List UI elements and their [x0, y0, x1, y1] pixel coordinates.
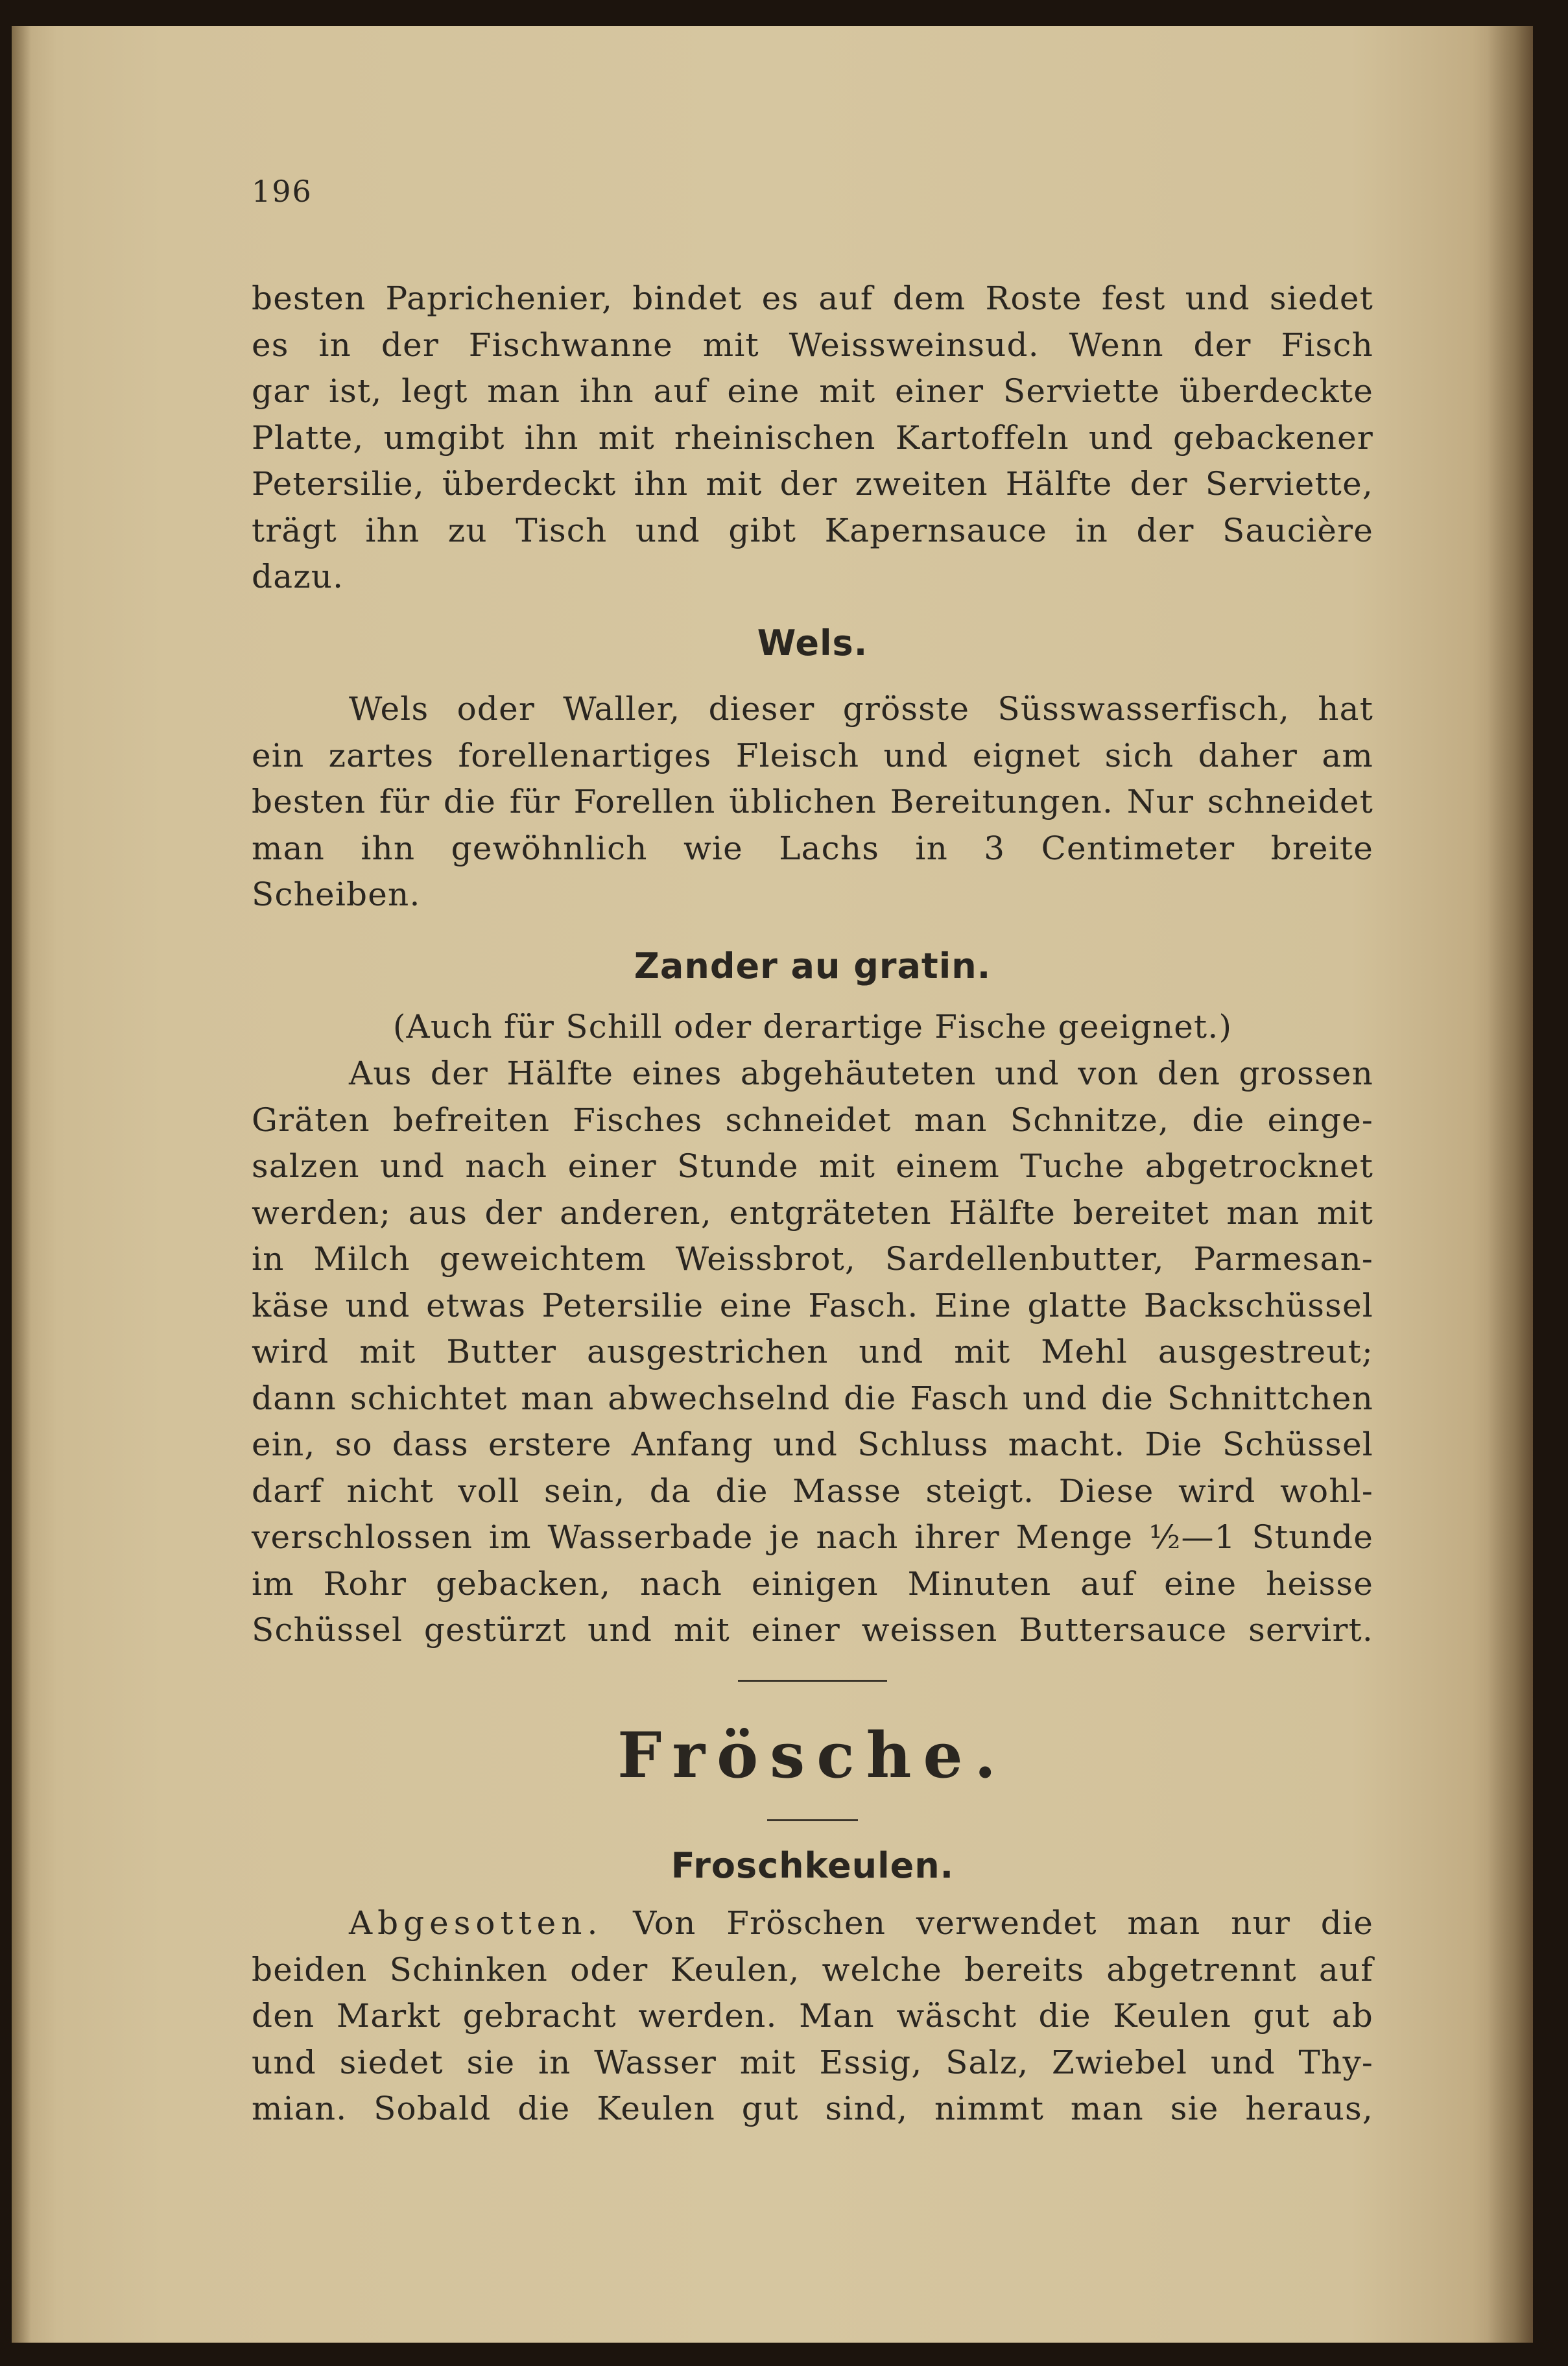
divider-rule	[738, 1680, 887, 1682]
section-heading-froschkeulen: Froschkeulen.	[671, 1845, 955, 1886]
text-line: wird mit Butter ausgestrichen und mit Mehl ausgestreut;	[252, 1333, 1373, 1370]
section-heading-zander: Zander au gratin.	[634, 946, 992, 986]
chapter-divider	[252, 1819, 1373, 1821]
text-line: dazu.	[252, 558, 344, 595]
froschkeulen-first-line-rest: Von Fröschen verwendet man nur die	[602, 1904, 1373, 1942]
section-wels	[252, 623, 1373, 663]
text-line: käse und etwas Petersilie eine Fasch. Eine glatte Backschüssel	[252, 1286, 1373, 1324]
wels-paragraph	[252, 686, 1373, 918]
text-line: Gräten befreiten Fisches schneidet man Schnitze, die einge-	[252, 1101, 1373, 1139]
text-line: Platte, umgibt ihn mit rheinischen Kartoffeln und gebackener	[252, 418, 1373, 457]
text-line: beiden Schinken oder Keulen, welche bereits abgetrennt auf	[252, 1950, 1373, 1989]
text-line: ein zartes forellenartiges Fleisch und eignet sich daher am	[252, 736, 1373, 774]
section-heading-wels: Wels.	[757, 623, 868, 663]
text-line: den Markt gebracht werden. Man wäscht die Keulen gut ab	[252, 1997, 1373, 2035]
text-line: trägt ihn zu Tisch und gibt Kapernsauce in der Saucière	[252, 511, 1373, 549]
chapter-title: Frösche.	[617, 1719, 1008, 1792]
froschkeulen-lead-word: Abgesotten.	[349, 1904, 603, 1942]
text-line: darf nicht voll sein, da die Masse steigt. Diese wird wohl-	[252, 1472, 1373, 1510]
text-line: werden; aus der anderen, entgräteten Hälfte bereitet man mit	[252, 1193, 1373, 1232]
text-line: mian. Sobald die Keulen gut sind, nimmt man sie heraus,	[252, 2090, 1373, 2127]
section-zander	[252, 946, 1373, 986]
text-line: besten für die für Forellen üblichen Bereitungen. Nur schneidet	[252, 783, 1373, 820]
text-line: verschlossen im Wasserbade je nach ihrer Menge ½—1 Stunde	[252, 1518, 1373, 1556]
text-line: und siedet sie in Wasser mit Essig, Salz, Zwiebel und Thy-	[252, 2043, 1373, 2081]
intro-paragraph	[252, 276, 1373, 601]
text-line: ein, so dass erstere Anfang und Schluss macht. Die Schüssel	[252, 1426, 1373, 1463]
text-line: in Milch geweichtem Weissbrot, Sardellenbutter, Parmesan-	[252, 1240, 1373, 1278]
chapter-block	[252, 1719, 1373, 1792]
text-line: es in der Fischwanne mit Weissweinsud. Wenn der Fisch	[252, 326, 1373, 364]
chapter-rule	[767, 1819, 858, 1821]
text-line: im Rohr gebacken, nach einigen Minuten auf eine heisse	[252, 1564, 1373, 1603]
zander-note	[252, 1004, 1373, 1051]
text-line: Schüssel gestürzt und mit einer weissen Buttersauce servirt.	[252, 1611, 1373, 1649]
text-line: dann schichtet man abwechselnd die Fasch und die Schnittchen	[252, 1379, 1373, 1417]
page-gutter-shadow	[12, 26, 31, 2343]
text-line: man ihn gewöhnlich wie Lachs in 3 Centimeter breite	[252, 829, 1373, 867]
text-line: Petersilie, überdeckt ihn mit der zweiten Hälfte der Serviette,	[252, 465, 1373, 503]
zander-note-text: (Auch für Schill oder derartige Fische geeignet.)	[392, 1008, 1233, 1046]
page-edge-shadow	[1488, 26, 1533, 2343]
froschkeulen-paragraph	[252, 1900, 1373, 2133]
text-line: Scheiben.	[252, 876, 421, 913]
section-divider	[252, 1680, 1373, 1682]
text-line: salzen und nach einer Stunde mit einem Tuche abgetrocknet	[252, 1147, 1373, 1185]
text-line: Aus der Hälfte eines abgehäuteten und von den grossen	[349, 1055, 1373, 1092]
zander-paragraph	[252, 1051, 1373, 1654]
page-number: 196	[252, 174, 313, 209]
section-froschkeulen	[252, 1845, 1373, 1886]
froschkeulen-first-line	[252, 1900, 1373, 1947]
text-line: gar ist, legt man ihn auf eine mit einer Serviette überdeckte	[252, 372, 1373, 410]
book-page	[12, 26, 1533, 2343]
text-line: besten Paprichenier, bindet es auf dem Roste fest und siedet	[252, 280, 1373, 317]
text-line: Wels oder Waller, dieser grösste Süsswasserfisch, hat	[349, 690, 1373, 728]
